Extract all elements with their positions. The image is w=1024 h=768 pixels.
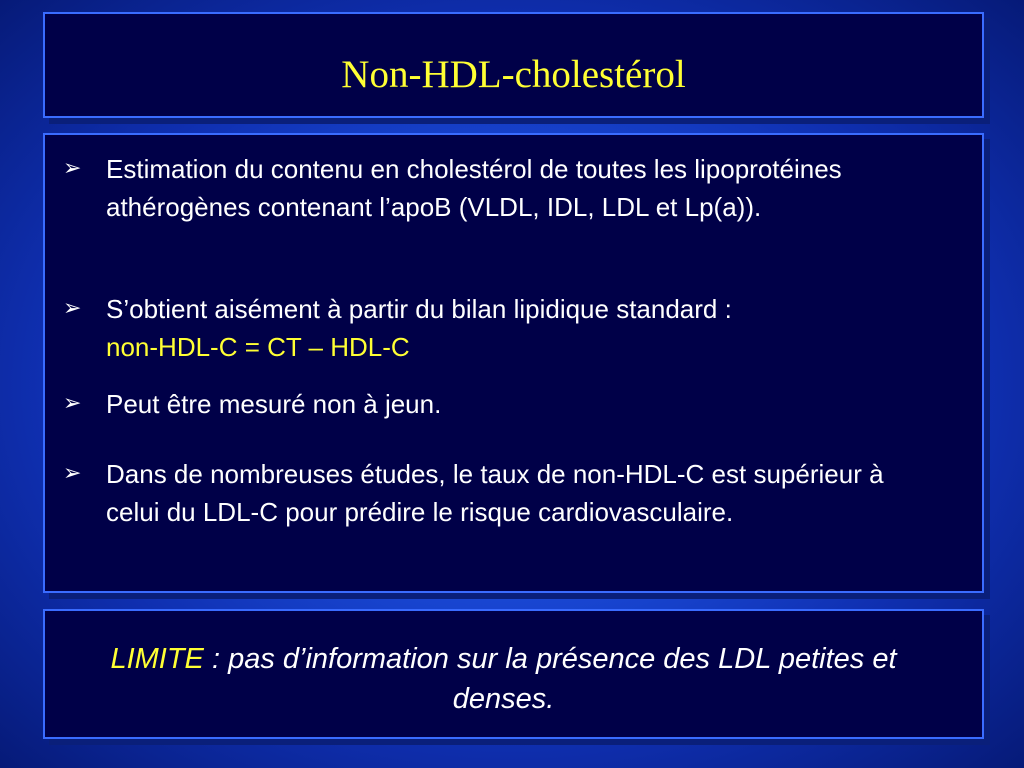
bullet-text: Peut être mesuré non à jeun. xyxy=(106,389,442,419)
slide-title: Non-HDL-cholestérol xyxy=(341,53,686,96)
bullet-item-studies xyxy=(63,455,943,531)
bullet-text: Estimation du contenu en cholestérol de toutes les lipoprotéines athérogènes contenant l’apoB (VLDL, IDL, LDL et Lp(a)). xyxy=(106,154,842,222)
limit-panel xyxy=(43,609,984,739)
limit-text: pas d’information sur la présence des LDL petites et denses. xyxy=(228,643,897,715)
bullet-text: Dans de nombreuses études, le taux de non-HDL-C est supérieur à celui du LDL-C pour prédire le risque cardiovasculaire. xyxy=(106,459,884,527)
limit-label: LIMITE xyxy=(110,643,204,675)
limit-statement xyxy=(85,639,922,719)
right-arrow-with-hook-icon: ➢ xyxy=(63,296,82,321)
bullet-item-calculation xyxy=(63,290,943,366)
bullet-item-fasting xyxy=(63,385,943,423)
content-panel xyxy=(43,133,984,593)
limit-separator: : xyxy=(203,643,229,675)
bullet-text: S’obtient aisément à partir du bilan lipidique standard : xyxy=(106,294,732,324)
title-panel xyxy=(43,12,984,118)
right-arrow-with-hook-icon: ➢ xyxy=(63,461,82,486)
formula: non-HDL-C = CT – HDL-C xyxy=(106,332,410,362)
bullet-item-estimation xyxy=(63,150,943,226)
right-arrow-with-hook-icon: ➢ xyxy=(63,391,82,416)
right-arrow-with-hook-icon: ➢ xyxy=(63,156,82,181)
